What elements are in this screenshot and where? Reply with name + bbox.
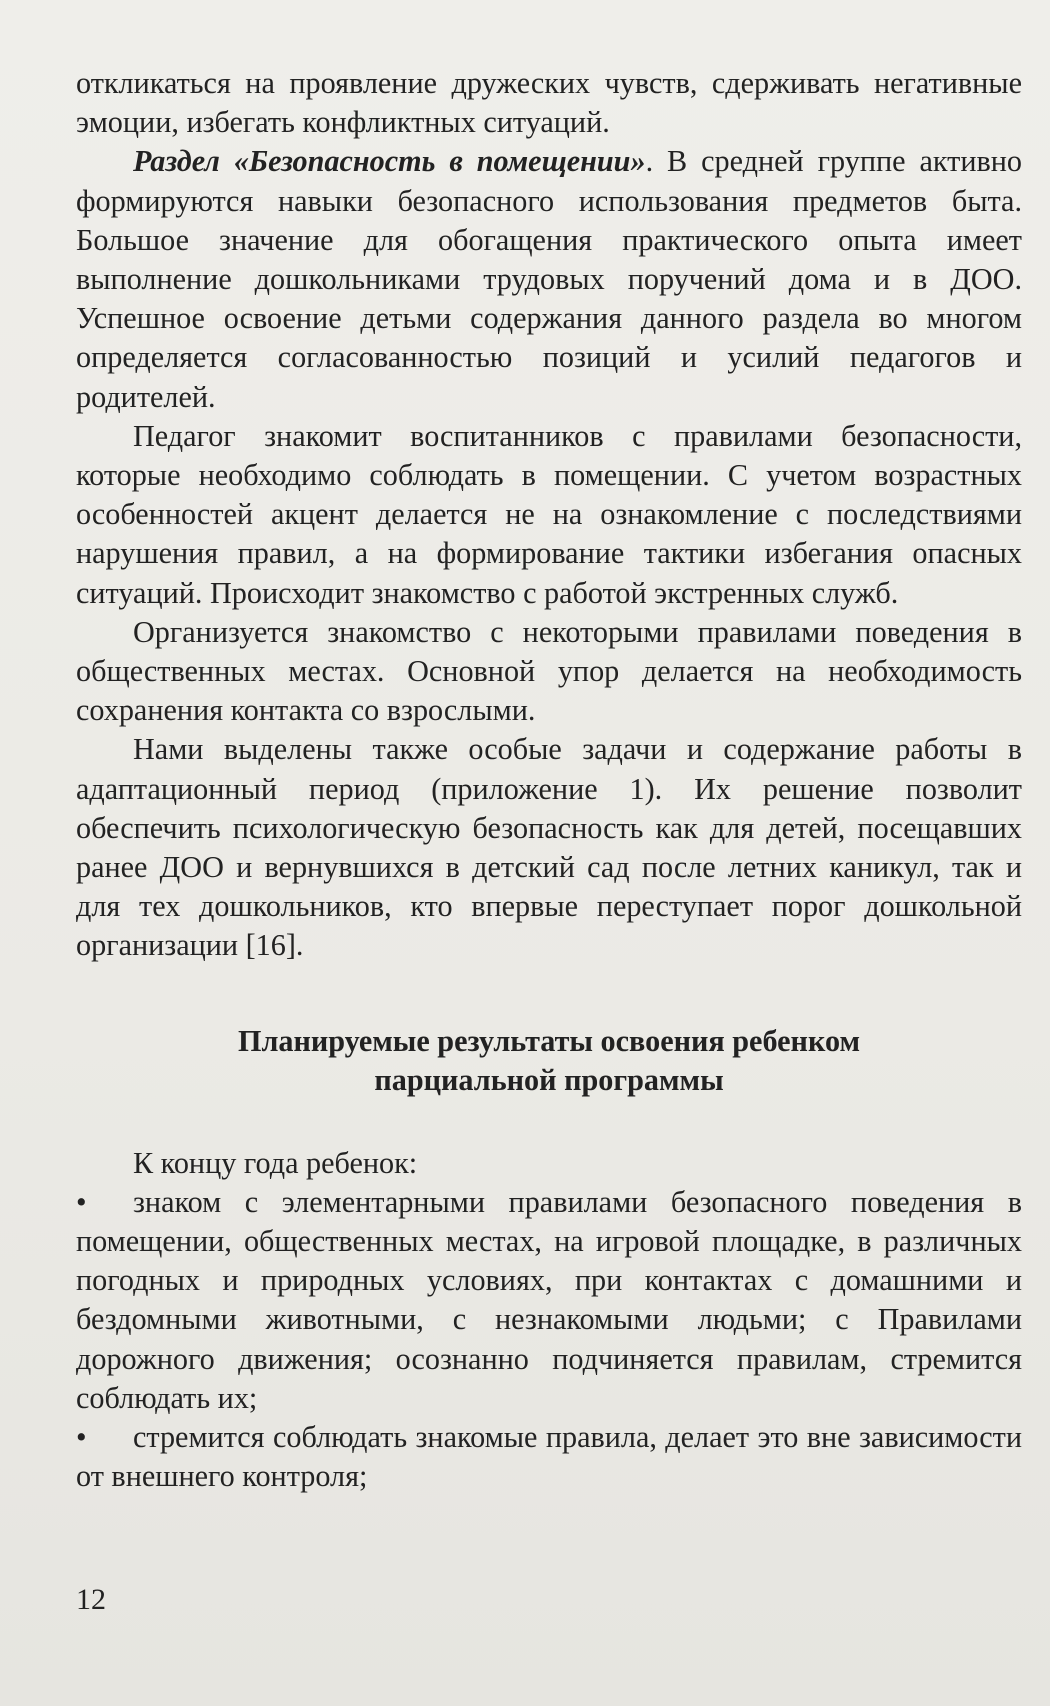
results-intro: К концу года ребенок: (133, 1145, 418, 1180)
list-item-text: знаком с элементарными правилами безопасного поведения в помещении, общественных местах, на игровой площадке, в различных погодных и природных условиях, при контактах с домашними и бездомными животными, с незнакомыми людьми; с Правилами дорожного движения; осознанно подчиняется правилам, стремится соблюдать их; (76, 1184, 1022, 1415)
paragraph-continuation: откликаться на проявление дружеских чувств, сдерживать негативные эмоции, избегать конфликтных ситуаций. (76, 66, 1022, 140)
list-item (76, 1183, 1022, 1418)
paragraph-adaptation: Нами выделены также особые задачи и содержание работы в адаптационный период (приложение 1). Их решение позволит обеспечить психологическую безопасность как для детей, посещавших ранее ДОО и вернувшихся в детский сад после летних каникул, так и для тех дошкольников, кто впервые переступает порог дошкольной организации [16]. (76, 732, 1022, 963)
heading-line-2: парциальной программы (374, 1062, 724, 1097)
paragraph-teacher-rules: Педагог знакомит воспитанников с правилами безопасности, которые необходимо соблюдать в помещении. С учетом возрастных особенностей акцент делается не на ознакомление с последствиями нарушения правил, а на формирование тактики избегания опасных ситуаций. Происходит знакомство с работой экстренных служб. (76, 418, 1022, 610)
results-heading (76, 1022, 1022, 1100)
bullet-icon: • (76, 1420, 87, 1455)
list-item-text: стремится соблюдать знакомые правила, делает это вне зависимости от внешнего контроля; (76, 1420, 1022, 1494)
heading-line-1: Планируемые результаты освоения ребенком (237, 1023, 861, 1058)
paragraph-safety-indoors (76, 142, 1022, 416)
page-number: 12 (76, 1583, 106, 1616)
section-title: Раздел «Безопасность в помещении» (133, 144, 646, 179)
list-item (76, 1418, 1022, 1496)
paragraph-public-places: Организуется знакомство с некоторыми правилами поведения в общественных местах. Основной упор делается на необходимость сохранения контакта со взрослыми. (76, 614, 1022, 728)
page-content (76, 64, 1022, 1497)
bullet-icon: • (76, 1184, 87, 1219)
section-body: . В средней группе активно формируются навыки безопасного использования предметов быта. Большое значение для обогащения практического опыта имеет выполнение дошкольниками трудовых поручений дома и в ДОО. Успешное освоение детьми содержания данного раздела во многом определяется согласованностью позиций и усилий педагогов и родителей. (76, 144, 1022, 414)
